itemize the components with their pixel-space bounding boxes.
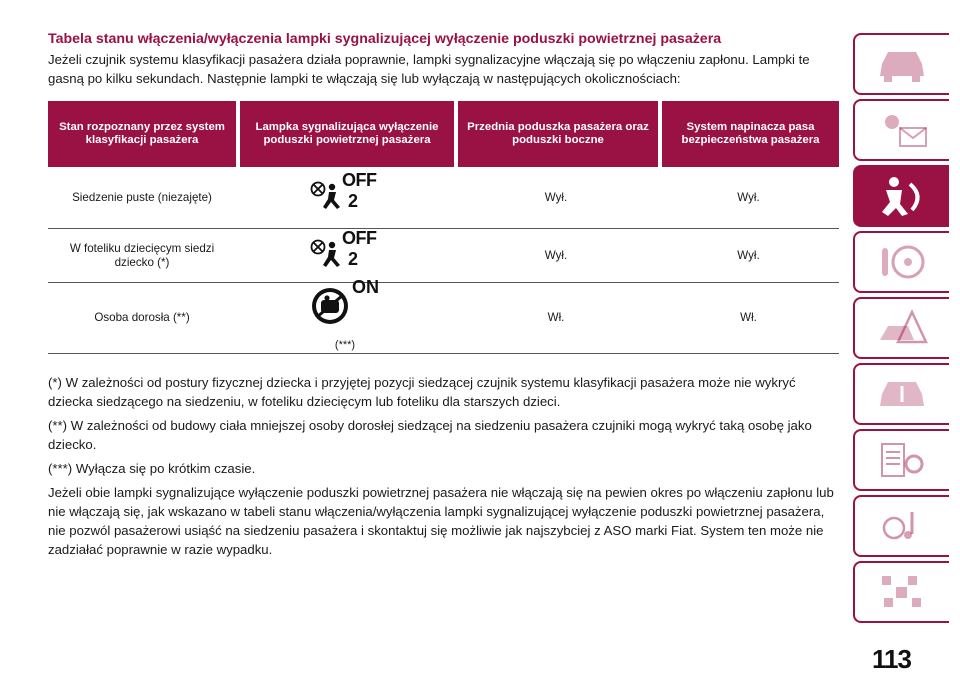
cell-state: Osoba dorosła (**) [48,283,236,354]
steering-wheel-icon [872,240,932,284]
tab-index[interactable] [853,561,949,623]
table-row [48,167,839,229]
cell-state: W foteliku dziecięcym siedzi dziecko (*) [48,229,236,283]
tab-dashboard-lights[interactable] [853,99,949,161]
seatbelt-airbag-icon [872,174,932,218]
cell-lamp [236,229,454,283]
table-header-row [48,101,839,167]
lamp-status-text: ON [352,277,379,297]
footnote-adult: (**) W zależności od budowy ciała mniejszej osoby dorosłej siedzącej na siedzeniu pasażera czujniki mogą wykryć taką osobę jako dziecko. [48,418,812,452]
airbag-off-lamp [304,169,386,216]
tab-emergency[interactable] [853,297,949,359]
maintenance-car-icon [872,372,932,416]
passenger-airbag-on-icon [308,286,352,326]
header-front-side-airbags: Przednia poduszka pasażera oraz poduszki boczne [454,101,658,167]
airbag-on-lamp [304,277,386,330]
table-row [48,229,839,283]
tab-multimedia[interactable] [853,495,949,557]
cell-lamp [236,277,454,354]
header-belt-tensioner: System napinacza pasa bezpieczeństwa pasażera [658,101,839,167]
passenger-airbag-off-icon [310,239,344,269]
page-number: 113 [872,644,911,674]
lamp-seat-number: 2 [348,190,359,211]
footnotes [48,373,843,564]
cell-tensioner: Wył. [658,229,839,283]
breakdown-triangle-icon [872,306,932,350]
footnote-child: (*) W zależności od postury fizycznej dziecka i przyjętej pozycji siedzącej czujnik systemu klasyfikacji pasażera może nie wykryć dziecka siedzącego na siedzeniu, w foteliku dziecięcym lub foteliku dla starszych dzieci. [48,375,796,409]
header-detected-state: Stan rozpoznany przez system klasyfikacji pasażera [48,101,236,167]
tab-maintenance[interactable] [853,363,949,425]
table-row [48,283,839,354]
cell-tensioner: Wł. [658,283,839,354]
cell-tensioner: Wył. [658,167,839,229]
cell-airbag: Wył. [454,167,658,229]
tab-safety[interactable] [853,165,949,227]
footnote-lamp-off: (***) Wyłącza się po krótkim czasie. [48,461,256,476]
specifications-icon [872,438,932,482]
lamp-status-text: OFF [342,227,377,248]
airbag-off-lamp [304,227,386,274]
warning-lights-icon [872,108,932,152]
tab-driving[interactable] [853,231,949,293]
alphabetical-index-icon [872,570,932,614]
header-warning-lamp: Lampka sygnalizująca wyłączenie poduszki powietrznej pasażera [236,101,454,167]
cell-state: Siedzenie puste (niezajęte) [48,167,236,229]
lamp-seat-number: 2 [348,248,359,269]
tab-technical-data[interactable] [853,429,949,491]
passenger-airbag-off-icon [310,181,344,211]
section-heading: Tabela stanu włączenia/wyłączenia lampki sygnalizującej wyłączenie poduszki powietrznej pasażera [48,31,722,47]
warning-paragraph: Jeżeli obie lampki sygnalizujące wyłączenie poduszki powietrznej pasażera nie włączają się na pewien okres po włączeniu zapłonu lub nie włączają się, jak wskazano w tabeli stanu włączenia/wyłączenia lampki sygnalizującej wyłączenie poduszki powietrznej pasażera, nie pozwól pasażerowi usiąść na siedzeniu pasażera i skontaktuj się możliwie jak najszybciej z ASO marki Fiat. System ten może nie zadziałać poprawnie w razie wypadku. [48,485,834,557]
tab-vehicle-overview[interactable] [853,33,949,95]
cell-airbag: Wył. [454,229,658,283]
intro-paragraph: Jeżeli czujnik systemu klasyfikacji pasażera działa poprawnie, lampki sygnalizacyjne włączają się po włączeniu zapłonu. Lampki te gasną po kilku sekundach. Następnie lampki te włączają się lub wyłączają w następujących okolicznościach: [48,52,810,86]
chapter-tabs [853,33,949,627]
cell-airbag: Wł. [454,283,658,354]
airbag-status-table [48,101,839,354]
cell-lamp [236,167,454,229]
lamp-footnote: (***) [334,339,356,351]
car-icon [872,42,932,86]
lamp-status-text: OFF [342,169,377,190]
multimedia-icon [872,504,932,548]
